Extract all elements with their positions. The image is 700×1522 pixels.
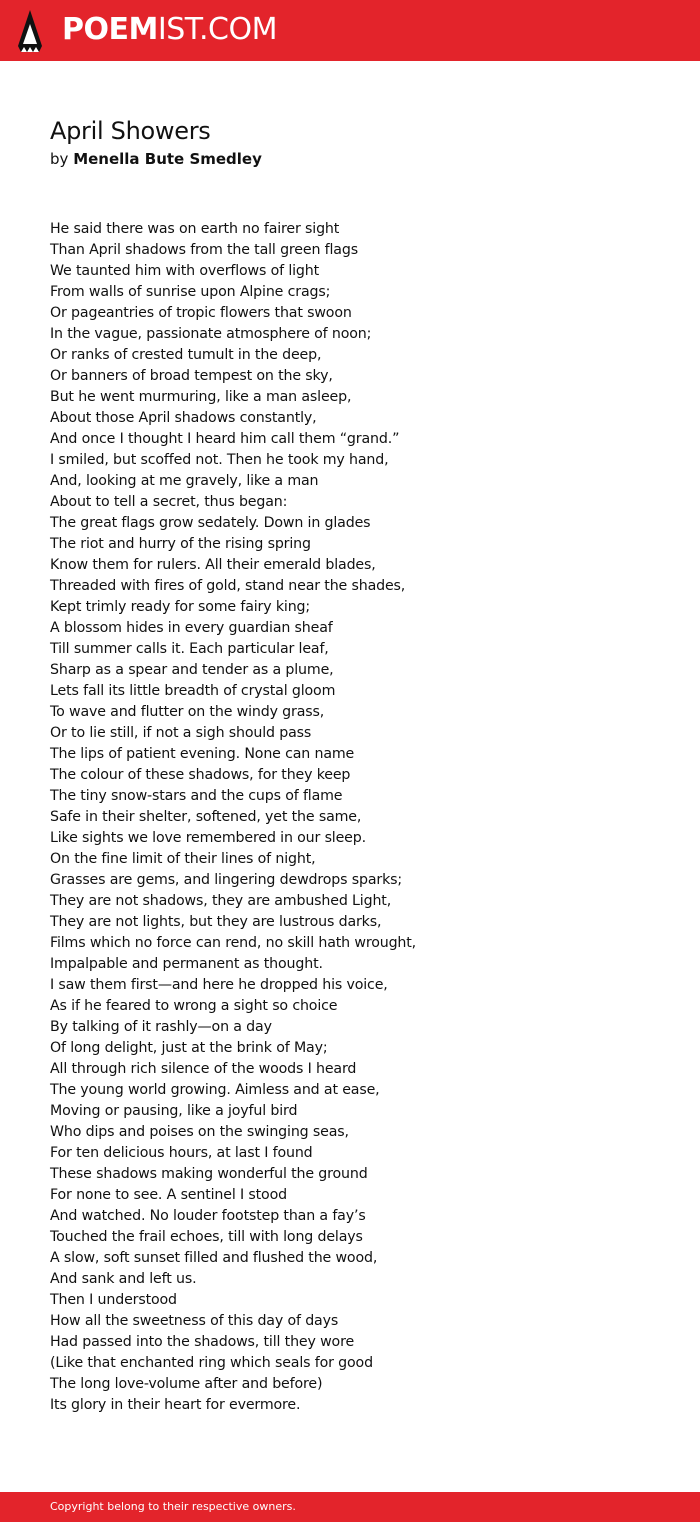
poem-line: And, looking at me gravely, like a man [50, 473, 319, 489]
by-label: by [50, 150, 69, 168]
poem-line: He said there was on earth no fairer sight [50, 221, 340, 237]
poem-line: Safe in their shelter, softened, yet the same, [50, 809, 362, 825]
poem-line: Like sights we love remembered in our sleep. [50, 830, 366, 846]
poem-line: By talking of it rashly—on a day [50, 1019, 272, 1035]
poem-line: Films which no force can rend, no skill hath wrought, [50, 935, 417, 951]
poem-line: And sank and left us. [50, 1271, 197, 1287]
poem-line: Then I understood [50, 1292, 177, 1308]
poem-line: Its glory in their heart for evermore. [50, 1397, 301, 1413]
byline [50, 147, 670, 171]
pencil-tip-icon [18, 10, 42, 52]
poem-line: Or pageantries of tropic flowers that swoon [50, 305, 352, 321]
site-logo-link[interactable] [62, 12, 277, 48]
poem-line: Grasses are gems, and lingering dewdrops sparks; [50, 872, 403, 888]
poem-line: A blossom hides in every guardian sheaf [50, 620, 333, 636]
poem-line: We taunted him with overflows of light [50, 263, 320, 279]
poem-line: How all the sweetness of this day of days [50, 1313, 339, 1329]
poem-line: Than April shadows from the tall green flags [50, 242, 358, 258]
logo-light-text: IST.COM [157, 12, 277, 47]
poem-line: Of long delight, just at the brink of May; [50, 1040, 328, 1056]
logo-bold-text: POEM [62, 12, 158, 47]
poem-line: The lips of patient evening. None can name [50, 746, 355, 762]
poem-line: For ten delicious hours, at last I found [50, 1145, 313, 1161]
poem-line: The riot and hurry of the rising spring [50, 536, 311, 552]
poem-line: As if he feared to wrong a sight so choice [50, 998, 338, 1014]
poem-line: They are not shadows, they are ambushed Light, [50, 893, 392, 909]
poem-line: Know them for rulers. All their emerald blades, [50, 557, 376, 573]
poem-line: The colour of these shadows, for they keep [50, 767, 351, 783]
poem-line: Sharp as a spear and tender as a plume, [50, 662, 334, 678]
poem-line: Kept trimly ready for some fairy king; [50, 599, 311, 615]
poem-line: All through rich silence of the woods I heard [50, 1061, 357, 1077]
copyright-text: Copyright belong to their respective owners. [50, 1500, 296, 1513]
poem-line: Or banners of broad tempest on the sky, [50, 368, 333, 384]
poem-line: Lets fall its little breadth of crystal gloom [50, 683, 336, 699]
poem-line: Impalpable and permanent as thought. [50, 956, 323, 972]
poem-line: These shadows making wonderful the ground [50, 1166, 368, 1182]
poem-line: A slow, soft sunset filled and flushed the wood, [50, 1250, 378, 1266]
poem-line: Who dips and poises on the swinging seas, [50, 1124, 349, 1140]
poem-line: Moving or pausing, like a joyful bird [50, 1103, 298, 1119]
poem-line: And once I thought I heard him call them “grand.” [50, 431, 400, 447]
site-header [0, 0, 700, 61]
poem-line: About to tell a secret, thus began: [50, 494, 288, 510]
poem-heading [50, 116, 670, 171]
poem-line: On the fine limit of their lines of night, [50, 851, 316, 867]
poem-title: April Showers [50, 117, 211, 145]
poem-line: Threaded with fires of gold, stand near the shades, [50, 578, 406, 594]
poem-line: (Like that enchanted ring which seals for good [50, 1355, 373, 1371]
poem-line: Touched the frail echoes, till with long delays [50, 1229, 363, 1245]
poem-line: I saw them first—and here he dropped his voice, [50, 977, 388, 993]
poem-line: Or ranks of crested tumult in the deep, [50, 347, 322, 363]
poem-line: Or to lie still, if not a sigh should pass [50, 725, 312, 741]
poem-line: The long love-volume after and before) [50, 1376, 323, 1392]
site-footer [0, 1492, 700, 1522]
poem-line: In the vague, passionate atmosphere of noon; [50, 326, 372, 342]
poem-line: Till summer calls it. Each particular leaf, [50, 641, 329, 657]
poem-line: Had passed into the shadows, till they wore [50, 1334, 355, 1350]
poem-line: They are not lights, but they are lustrous darks, [50, 914, 382, 930]
poem-line: I smiled, but scoffed not. Then he took my hand, [50, 452, 389, 468]
poem-body [50, 219, 670, 1416]
poem-line: The tiny snow-stars and the cups of flame [50, 788, 343, 804]
poem-line: To wave and flutter on the windy grass, [50, 704, 325, 720]
poem-line: About those April shadows constantly, [50, 410, 317, 426]
poem-line: But he went murmuring, like a man asleep, [50, 389, 352, 405]
author-name: Menella Bute Smedley [73, 150, 262, 168]
poem-line: From walls of sunrise upon Alpine crags; [50, 284, 331, 300]
poem-line: The great flags grow sedately. Down in glades [50, 515, 371, 531]
poem-line: The young world growing. Aimless and at ease, [50, 1082, 380, 1098]
poem-line: And watched. No louder footstep than a fay’s [50, 1208, 366, 1224]
poem-line: For none to see. A sentinel I stood [50, 1187, 287, 1203]
